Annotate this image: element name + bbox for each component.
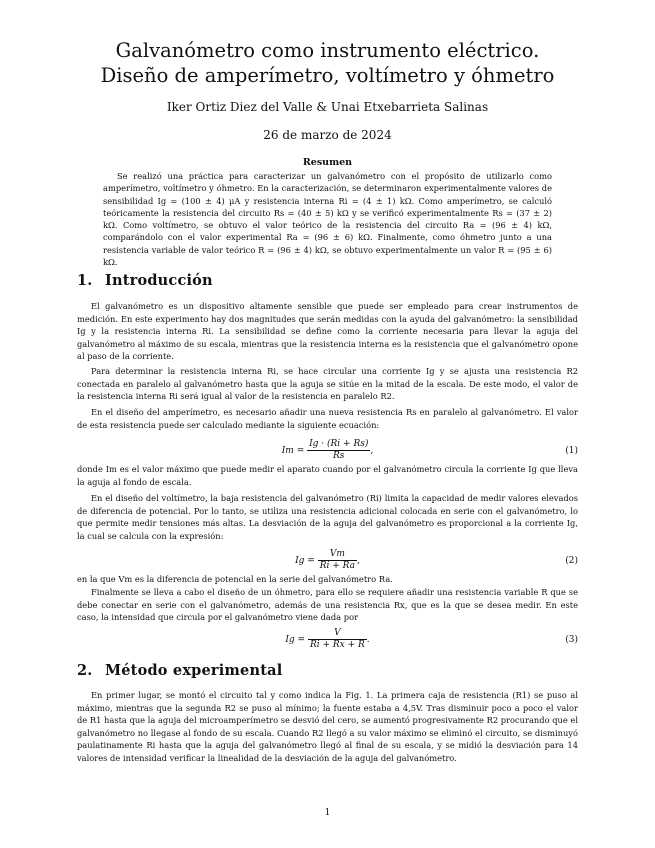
equation-3-formula: Ig = $\frac{V}{Ri + Rx + R}$ . <box>285 628 370 650</box>
intro-paragraph-6: en la que Vm es la diferencia de potencial en la serie del galvanómetro Ra. <box>77 574 393 584</box>
section-heading-metodo-experimental <box>77 662 282 679</box>
intro-paragraph-7: Finalmente se lleva a cabo el diseño de un óhmetro, para ello se requiere añadir una resistencia variable R que se debe conectar en serie con el galvanómetro, además de una resistencia Rx, que es la que se desea medir. En este caso, la intensidad que circula por el galvanómetro viene dada por <box>77 587 578 623</box>
intro-paragraph-5: En el diseño del voltímetro, la baja resistencia del galvanómetro (Ri) limita la capacidad de medir valores elevados de diferencia de potencial. Por lo tanto, se utiliza una resistencia adicional colocada en serie con el galvanómetro, lo que permite medir tensiones más altas. La desviación de la aguja del galvanómetro es proporcional a la corriente Ig, la cual se calcula con la expresión: <box>77 493 578 541</box>
intro-paragraph-1: El galvanómetro es un dispositivo altamente sensible que puede ser empleado para crear instrumentos de medición. En este experimento hay dos magnitudes que serán medidas con la ayuda del galvanómetro: la sensibilidad Ig y la resistencia interna Ri. La sensibilidad se define como la corriente necesaria para llevar la aguja del galvanómetro al máximo de su escala, mientras que la resistencia interna es la resistencia que el galvanómetro opone al paso de la corriente. <box>77 301 578 362</box>
equation-1-fraction: $\frac{Ig \cdot (Ri + Rs)}{Rs}$ <box>309 439 369 461</box>
title-line-2: Diseño de amperímetro, voltímetro y óhmetro <box>100 64 555 87</box>
paper-title <box>80 38 575 88</box>
abstract-heading: Resumen <box>302 157 353 168</box>
section-title: Método experimental <box>105 662 283 679</box>
section-title: Introducción <box>105 272 213 289</box>
equation-2-fraction: $\frac{Vm}{Ri + Ra}$ <box>319 549 355 571</box>
intro-paragraph-3: En el diseño del amperímetro, es necesario añadir una nueva resistencia Rs en paralelo al galvanómetro. El valor de esta resistencia puede ser calculado mediante la siguiente ecuación: <box>77 407 578 430</box>
page-number: 1 <box>324 808 331 818</box>
abstract-text: Se realizó una práctica para caracterizar un galvanómetro con el propósito de utilizarlo como amperímetro, voltímetro y óhmetro. En la caracterización, se determinaron experimentalmente valores de sensibilidad Ig = (100 ± 4) μA y resistencia interna Ri = (4 ± 1) kΩ. Como amperímetro, se calculó teóricamente la resistencia del circuito Rs = (40 ± 5) kΩ y se verificó experimentalmente Rs = (37 ± 2) kΩ. Como voltímetro, se obtuvo el valor teórico de la resistencia del circuito Ra = (96 ± 4) kΩ, comparándolo con el valor experimental Ra = (96 ± 6) kΩ. Finalmente, como óhmetro junto a una resistencia variable de valor teórico R = (96 ± 4) kΩ, se obtuvo experimentalmente un valor R = (95 ± 6) kΩ. <box>103 171 552 268</box>
title-line-1: Galvanómetro como instrumento eléctrico. <box>115 39 540 62</box>
equation-1-number: (1) <box>565 446 578 456</box>
method-paragraph-1: En primer lugar, se montó el circuito tal y como indica la Fig. 1. La primera caja de resistencia (R1) se puso al máximo, mientras que la segunda R2 se puso al mínimo; la fuente estaba a 4,5V. Tras disminuir poco a poco el valor de R1 hasta que la aguja del microamperímetro se desvió del cero, se aumentó progresivamente R2 procurando que el galvanómetro no llegase al fondo de su escala. Cuando R2 llegó a su valor máximo se eliminó el circuito, se disminuyó paulatinamente Ri hasta que la aguja del galvanómetro llegó al final de su escala, y se midió la desviación para 14 valores de intensidad verificar la linealidad de la desviación de la aguja del galvanómetro. <box>77 690 578 763</box>
section-number: 1. <box>77 272 93 289</box>
authors: Iker Ortiz Diez del Valle & Unai Etxebarrieta Salinas <box>166 100 489 114</box>
intro-paragraph-2: Para determinar la resistencia interna Ri, se hace circular una corriente Ig y se ajusta una resistencia R2 conectada en paralelo al galvanómetro hasta que la aguja se sitúe en la mitad de la escala. De este modo, el valor de la resistencia interna Ri será igual al valor de la resistencia en paralelo R2. <box>77 366 578 402</box>
equation-2-formula: Ig = $\frac{Vm}{Ri + Ra}$ , <box>295 549 360 571</box>
equation-3-number: (3) <box>565 635 578 645</box>
equation-3-fraction: $\frac{V}{Ri + Rx + R}$ <box>309 628 365 650</box>
date: 26 de marzo de 2024 <box>263 128 392 142</box>
equation-2-number: (2) <box>565 556 578 566</box>
equation-1-formula: Im = $\frac{Ig \cdot (Ri + Rs)}{Rs}$ , <box>281 439 374 461</box>
section-number: 2. <box>77 662 93 679</box>
intro-paragraph-4: donde Im es el valor máximo que puede medir el aparato cuando por el galvanómetro circula la corriente Ig que lleva la aguja al fondo de escala. <box>77 464 578 487</box>
section-heading-introduccion <box>77 272 213 289</box>
equation-3 <box>77 626 578 656</box>
